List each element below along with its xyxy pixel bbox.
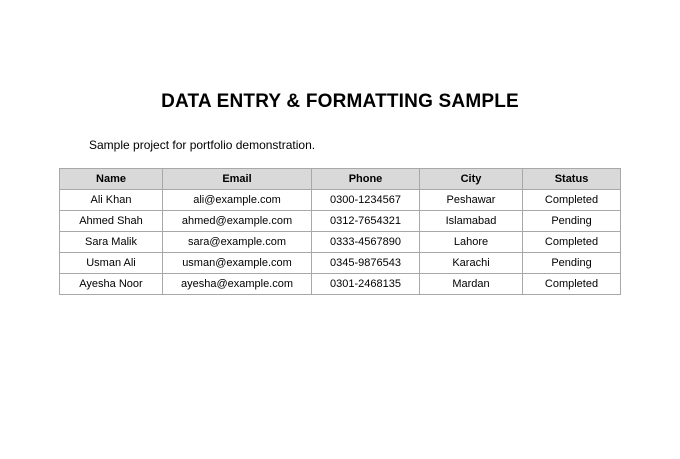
cell-email: ali@example.com [163,190,312,211]
cell-city: Karachi [420,253,523,274]
cell-email: usman@example.com [163,253,312,274]
cell-phone: 0301-2468135 [312,274,420,295]
cell-status: Pending [523,211,621,232]
table-row [60,211,621,232]
column-header-email: Email [163,169,312,190]
document-subtitle: Sample project for portfolio demonstration. [89,138,316,152]
cell-status: Completed [523,190,621,211]
cell-email: sara@example.com [163,232,312,253]
cell-city: Islamabad [420,211,523,232]
table-row [60,190,621,211]
cell-email: ahmed@example.com [163,211,312,232]
cell-phone: 0333-4567890 [312,232,420,253]
cell-name: Ayesha Noor [60,274,163,295]
cell-phone: 0312-7654321 [312,211,420,232]
cell-status: Pending [523,253,621,274]
cell-status: Completed [523,232,621,253]
cell-status: Completed [523,274,621,295]
column-header-name: Name [60,169,163,190]
cell-name: Sara Malik [60,232,163,253]
column-header-status: Status [523,169,621,190]
cell-email: ayesha@example.com [163,274,312,295]
document-title: DATA ENTRY & FORMATTING SAMPLE [161,91,519,112]
cell-city: Peshawar [420,190,523,211]
column-header-phone: Phone [312,169,420,190]
cell-phone: 0345-9876543 [312,253,420,274]
table-row [60,232,621,253]
cell-name: Usman Ali [60,253,163,274]
table-row [60,274,621,295]
column-header-city: City [420,169,523,190]
cell-phone: 0300-1234567 [312,190,420,211]
table-row [60,253,621,274]
cell-city: Lahore [420,232,523,253]
cell-name: Ahmed Shah [60,211,163,232]
table-header-row [60,169,621,190]
cell-name: Ali Khan [60,190,163,211]
data-table [59,168,621,295]
cell-city: Mardan [420,274,523,295]
